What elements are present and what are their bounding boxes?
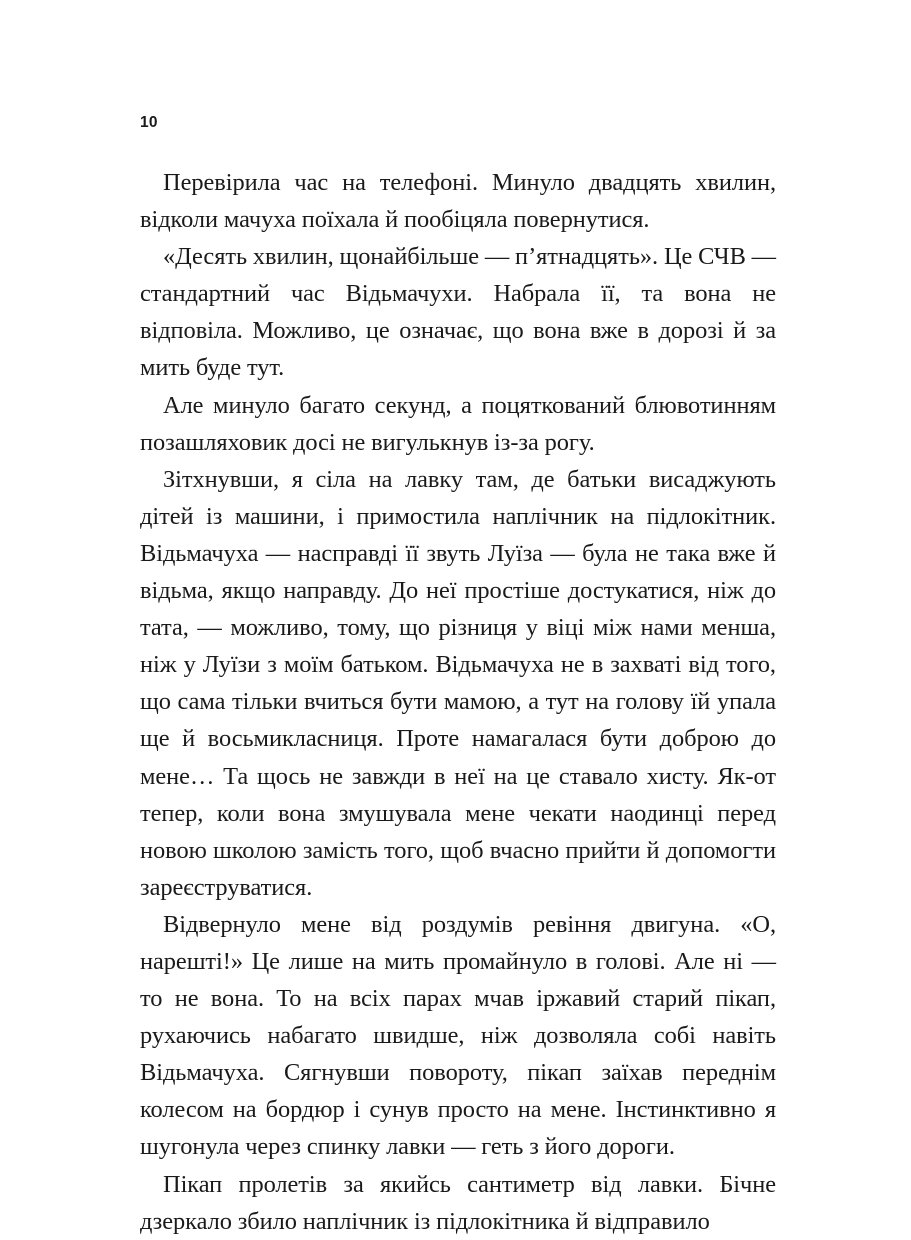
paragraph: Пікап пролетів за якийсь сантиметр від лавки. Бічне дзеркало збило наплічник із підлокітника й відправило: [140, 1170, 776, 1235]
body-text-block: [140, 164, 776, 1240]
paragraph: «Десять хвилин, щонайбільше — п’ятнадцять». Це СЧВ — стандартний час Відьмачухи. Набрала її, та вона не відповіла. Можливо, це означає, що вона вже в дорозі й за мить буде тут.: [140, 243, 776, 382]
paragraph: Зітхнувши, я сіла на лавку там, де батьки висаджують дітей із машини, і примостила наплічник на підлокітник. Відьмачуха — насправді її звуть Луїза — була не така вже й відьма, якщо направду. До неї простіше достукатися, ніж до тата, — можливо, тому, що різниця у віці між нами менша, ніж у Луїзи з моїм батьком. Відьмачуха не в захваті від того, що сама тільки вчиться бути мамою, а тут на голову їй упала ще й восьмикласниця. Проте намагалася бути доброю до мене… Та щось не завжди в неї на це ставало хисту. Як-от тепер, коли вона змушувала мене чекати наодинці перед новою школою замість того, щоб вчасно прийти й допомогти зареєструватися.: [140, 465, 776, 901]
page-number: 10: [140, 114, 158, 131]
paragraph: Відвернуло мене від роздумів ревіння двигуна. «О, нарешті!» Це лише на мить промайнуло в голові. Але ні — то не вона. То на всіх парах мчав іржавий старий пікап, рухаючись набагато швидше, ніж дозволяла собі навіть Відьмачуха. Сягнувши повороту, пікап заїхав переднім колесом на бордюр і сунув просто на мене. Інстинктивно я шугонула через спинку лавки — геть з його дороги.: [140, 910, 776, 1161]
paragraph: Але минуло багато секунд, а поцяткований блювотинням позашляховик досі не вигулькнув із-за рогу.: [140, 391, 776, 456]
paragraph: Перевірила час на телефоні. Минуло двадцять хвилин, відколи мачуха поїхала й пообіцяла повернутися.: [140, 169, 776, 234]
